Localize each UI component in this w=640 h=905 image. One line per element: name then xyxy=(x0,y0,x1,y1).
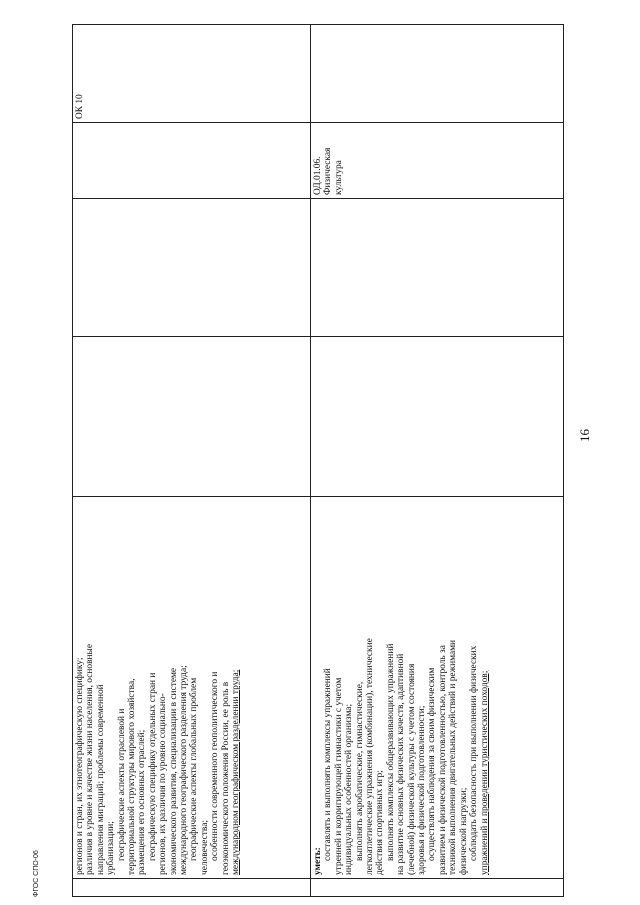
competence-cell: ОК 10 xyxy=(73,25,311,123)
text-line: выполнять комплексы общеразвивающих упражнений xyxy=(385,643,396,861)
text-line: географические аспекты отраслевой и xyxy=(116,708,127,861)
standards-table xyxy=(72,24,564,897)
page-number: 16 xyxy=(577,429,592,442)
empty-cell xyxy=(73,337,311,497)
text-line: соблюдать безопасность при выполнении физических xyxy=(469,645,480,861)
text-line: легкоатлетические упражнения (комбинации), технические xyxy=(365,638,376,875)
text-line: осуществлять наблюдения за своим физическим xyxy=(427,667,438,861)
text-line: географическую специфику отдельных стран и xyxy=(147,672,158,861)
empty-cell xyxy=(311,337,564,497)
text-line: международного географического разделения труда; xyxy=(179,665,190,875)
text-line: человечества; xyxy=(199,820,210,875)
text-line: международном географическом разделении труда; xyxy=(231,669,242,875)
text-line: индивидуальных особенностей организма; xyxy=(344,703,355,875)
text-line: регионов и стран, их этнотеографическую специфику; xyxy=(75,657,85,875)
text-line: выполнять акробатические, гимнастические, xyxy=(354,681,365,861)
text-line: составлять и выполнять комплексы упражнений xyxy=(323,668,334,861)
table-row xyxy=(73,25,311,897)
text-line: техникой выполнения двигательных действий и режимами xyxy=(448,639,459,875)
text-line: особенности современного геополитического и xyxy=(210,671,221,861)
empty-cell xyxy=(73,199,311,337)
content-lines xyxy=(75,500,242,875)
text-line: (лечебной) физической культуры с учетом состояния xyxy=(406,663,417,875)
content-lines xyxy=(323,500,490,875)
text-line: геоэкономического положения России, ее роль в xyxy=(220,681,231,875)
text-line: на развитие основных физических качеств, адаптивной xyxy=(396,653,407,875)
empty-cell xyxy=(311,199,564,337)
table-row xyxy=(311,25,564,897)
text-line: здоровья и физической подготовленности; xyxy=(417,705,428,875)
text-line: урбанизации; xyxy=(106,821,117,875)
text-line: территориальной структуры мирового хозяйства, xyxy=(127,678,138,875)
text-line: экономического развития, специализации в системе xyxy=(168,667,179,875)
content-cell xyxy=(73,497,311,879)
discipline-code-cell: ОД.01.06. Физическая культура xyxy=(311,123,564,199)
skills-label: уметь: xyxy=(313,847,323,875)
text-line: утренней и корригирующей гимнастики с учетом xyxy=(333,677,344,875)
text-line: направления миграций; проблемы современной xyxy=(95,684,106,875)
content-cell xyxy=(311,497,564,879)
text-line: физической нагрузки; xyxy=(458,787,469,875)
index-cell xyxy=(73,879,311,897)
footer-code: ФГОС СПО-06 xyxy=(33,850,40,897)
index-cell xyxy=(311,879,564,897)
text-line: действия спортивных игр; xyxy=(375,770,386,875)
text-line: упражнений и проведении туристических походов; xyxy=(479,670,490,875)
text-line: развитием и физической подготовленностью, контроль за xyxy=(437,645,448,875)
text-line: регионов, их различия по уровню социально- xyxy=(158,693,169,875)
text-line: размещения его основных отраслей; xyxy=(137,729,148,875)
text-line: географические аспекты глобальных проблем xyxy=(189,677,200,861)
discipline-code-cell xyxy=(73,123,311,199)
competence-cell xyxy=(311,25,564,123)
text-line: различия в уровне и качестве жизни населения, основные xyxy=(85,644,96,875)
